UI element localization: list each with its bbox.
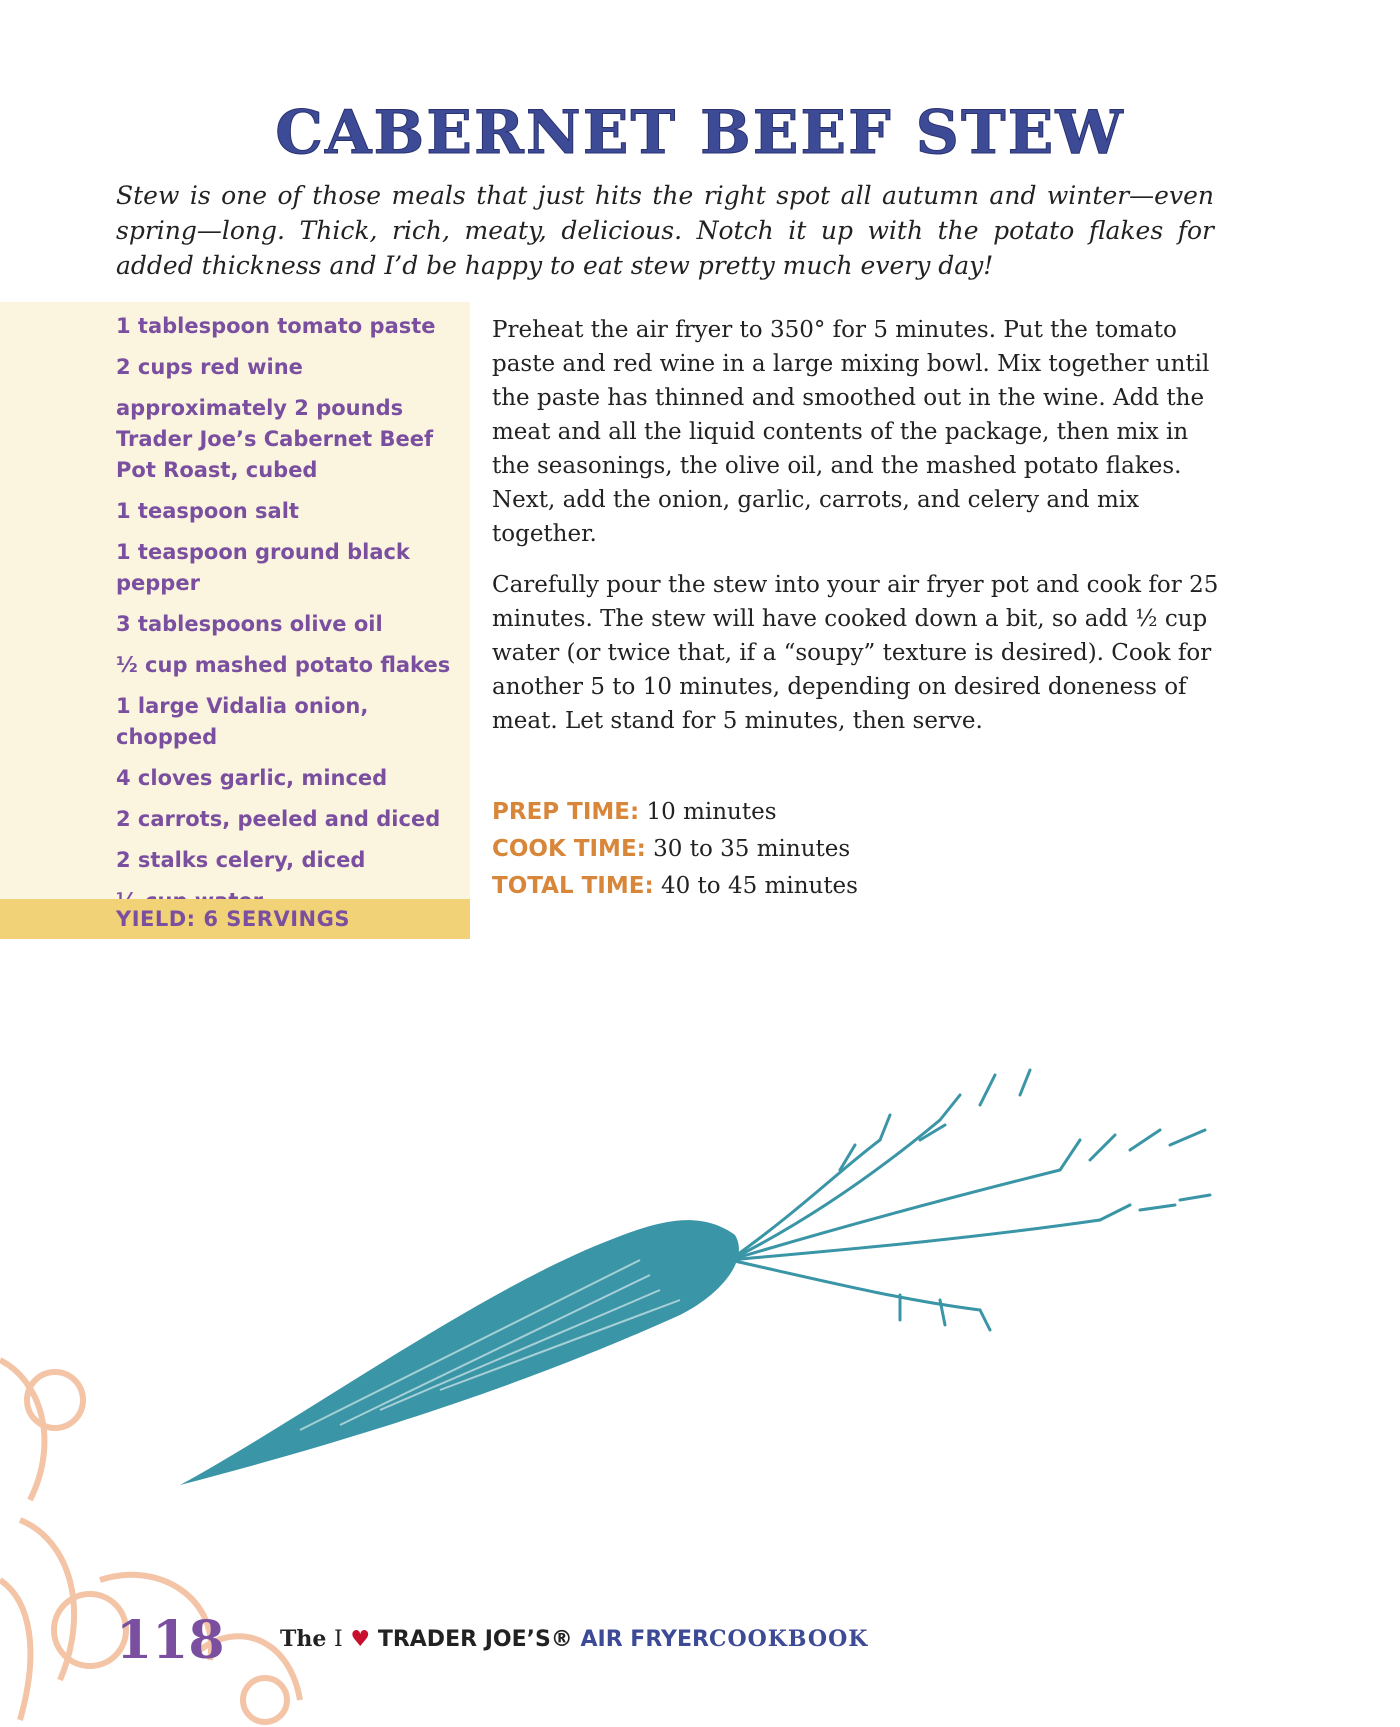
prep-time-value: 10 minutes	[646, 799, 777, 825]
cook-time	[492, 831, 858, 868]
ingredient-item: 2 stalks celery, diced	[116, 848, 366, 872]
yield-band	[0, 899, 470, 939]
time-summary	[492, 794, 858, 905]
footer-the: The	[280, 1626, 327, 1652]
cook-time-value: 30 to 35 minutes	[653, 836, 851, 862]
method-section	[492, 313, 1222, 755]
total-time-value: 40 to 45 minutes	[660, 873, 858, 899]
footer-cookbook: COOKBOOK	[708, 1626, 869, 1652]
total-time-label: TOTAL TIME:	[492, 873, 654, 899]
prep-time	[492, 794, 858, 831]
footer-air-fryer: AIR FRYER	[580, 1627, 709, 1652]
ingredient-item: approximately 2 pounds Trader Joe’s Cabernet Beef Pot Roast, cubed	[116, 396, 434, 482]
recipe-intro: Stew is one of those meals that just hits the right spot all autumn and winter—even spring—long. Thick, rich, meaty, delicious. Notch it up with the potato flakes for added thickness and I’d be happy to eat stew pretty much every day!	[116, 181, 1214, 280]
heart-icon: ♥	[350, 1627, 371, 1652]
ingredient-item: 2 carrots, peeled and diced	[116, 807, 441, 831]
page-number: 118	[116, 1610, 225, 1671]
book-footer	[280, 1626, 868, 1652]
footer-trader-joes: TRADER JOE’S®	[377, 1627, 573, 1652]
ingredient-item: 3 tablespoons olive oil	[116, 612, 383, 636]
ingredient-item: 1 teaspoon ground black pepper	[116, 540, 410, 595]
prep-time-label: PREP TIME:	[492, 799, 640, 825]
cook-time-label: COOK TIME:	[492, 836, 646, 862]
total-time	[492, 868, 858, 905]
ingredient-item: 1 teaspoon salt	[116, 499, 299, 523]
footer-i: I	[334, 1627, 343, 1652]
yield-label: YIELD: 6 SERVINGS	[116, 907, 350, 931]
method-paragraph: Preheat the air fryer to 350° for 5 minutes. Put the tomato paste and red wine in a large mixing bowl. Mix together until the paste has thinned and smoothed out in the wine. Add the meat and all the liquid contents of the package, then mix in the seasonings, the olive oil, and the mashed potato flakes. Next, add the onion, garlic, carrots, and celery and mix together.	[492, 317, 1210, 547]
ingredient-item: 2 cups red wine	[116, 355, 303, 379]
ingredient-item: 4 cloves garlic, minced	[116, 766, 388, 790]
ingredient-item: 1 tablespoon tomato paste	[116, 314, 436, 338]
method-paragraph: Carefully pour the stew into your air fryer pot and cook for 25 minutes. The stew will have cooked down a bit, so add ½ cup water (or twice that, if a “soupy” texture is desired). Cook for another 5 to 10 minutes, depending on desired doneness of meat. Let stand for 5 minutes, then serve.	[492, 572, 1219, 734]
ingredient-item: ½ cup mashed potato flakes	[116, 653, 451, 677]
ingredients-list	[116, 311, 466, 927]
recipe-title: CABERNET BEEF STEW	[275, 98, 1125, 168]
ingredient-item: 1 large Vidalia onion, chopped	[116, 694, 369, 749]
